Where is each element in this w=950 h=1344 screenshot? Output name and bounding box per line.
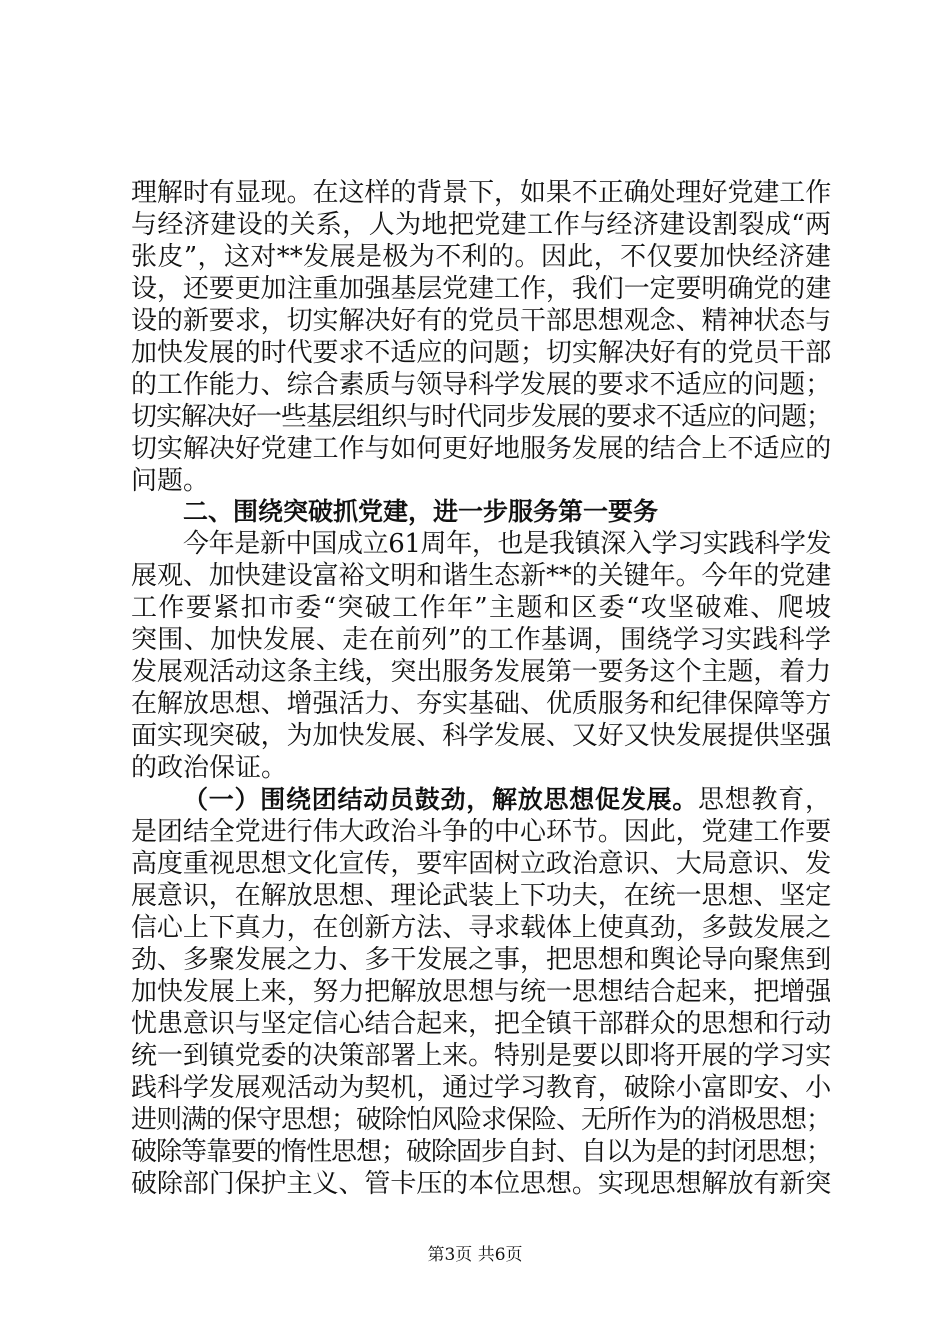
- body-text-line: 发展观活动这条主线，突出服务发展第一要务这个主题，着力: [131, 657, 831, 687]
- body-text-line: 统一到镇党委的决策部署上来。特别是要以即将开展的学习实: [131, 1041, 831, 1071]
- body-text-line: 工作要紧扣市委“突破工作年”主题和区委“攻坚破难、爬坡: [131, 593, 831, 623]
- body-text-line: 破除部门保护主义、管卡压的本位思想。实现思想解放有新突: [131, 1169, 831, 1199]
- subsection-heading-tail: 思想教育，: [697, 785, 831, 815]
- body-text-line: 今年是新中国成立61周年，也是我镇深入学习实践科学发: [183, 529, 831, 559]
- body-text-line: 践科学发展观活动为契机，通过学习教育，破除小富即安、小: [131, 1073, 831, 1103]
- body-text-line: 加快发展的时代要求不适应的问题；切实解决好有的党员干部: [131, 338, 831, 368]
- body-text-line: 展观、加快建设富裕文明和谐生态新**的关键年。今年的党建: [131, 561, 831, 591]
- body-text-line: 高度重视思想文化宣传，要牢固树立政治意识、大局意识、发: [131, 849, 831, 879]
- body-text-line: 进则满的保守思想；破除怕风险求保险、无所作为的消极思想；: [131, 1105, 832, 1135]
- body-text-line: 是团结全党进行伟大政治斗争的中心环节。因此，党建工作要: [131, 817, 831, 847]
- subsection-heading-line: [183, 784, 831, 816]
- body-text-line: 张皮”，这对**发展是极为不利的。因此，不仅要加快经济建: [131, 242, 831, 272]
- body-text-line: 问题。: [131, 466, 210, 496]
- body-text-line: 展意识，在解放思想、理论武装上下功夫，在统一思想、坚定: [131, 881, 831, 911]
- body-text-line: 切实解决好党建工作与如何更好地服务发展的结合上不适应的: [131, 434, 831, 464]
- body-text-line: 面实现突破，为加快发展、科学发展、又好又快发展提供坚强: [131, 721, 831, 751]
- body-text-line: 的工作能力、综合素质与领导科学发展的要求不适应的问题；: [131, 370, 831, 400]
- page-number-footer: 第3页 共6页: [427, 1245, 523, 1265]
- body-text-line: 设，还要更加注重加强基层党建工作，我们一定要明确党的建: [131, 274, 831, 304]
- body-text-line: 理解时有显现。在这样的背景下，如果不正确处理好党建工作: [131, 178, 831, 208]
- body-text-line: 破除等靠要的惰性思想；破除固步自封、自以为是的封闭思想；: [131, 1137, 832, 1167]
- subsection-heading: （一）围绕团结动员鼓劲，解放思想促发展。: [183, 785, 698, 814]
- body-text-line: 加快发展上来，努力把解放思想与统一思想结合起来，把增强: [131, 977, 831, 1007]
- body-text-line: 设的新要求，切实解决好有的党员干部思想观念、精神状态与: [131, 306, 831, 336]
- section-heading: 二、围绕突破抓党建，进一步服务第一要务: [183, 497, 659, 526]
- body-text-line: 劲、多聚发展之力、多干发展之事，把思想和舆论导向聚焦到: [131, 945, 831, 975]
- body-text-line: 突围、加快发展、走在前列”的工作基调，围绕学习实践科学: [131, 625, 831, 655]
- body-text-line: 忧患意识与坚定信心结合起来，把全镇干部群众的思想和行动: [131, 1009, 831, 1039]
- body-text-line: 与经济建设的关系，人为地把党建工作与经济建设割裂成“两: [131, 210, 831, 240]
- body-text-line: 在解放思想、增强活力、夯实基础、优质服务和纪律保障等方: [131, 689, 831, 719]
- body-text-line: 信心上下真力，在创新方法、寻求载体上使真劲，多鼓发展之: [131, 913, 831, 943]
- body-text-line: 切实解决好一些基层组织与时代同步发展的要求不适应的问题；: [131, 402, 832, 432]
- body-text-line: 的政治保证。: [131, 753, 288, 783]
